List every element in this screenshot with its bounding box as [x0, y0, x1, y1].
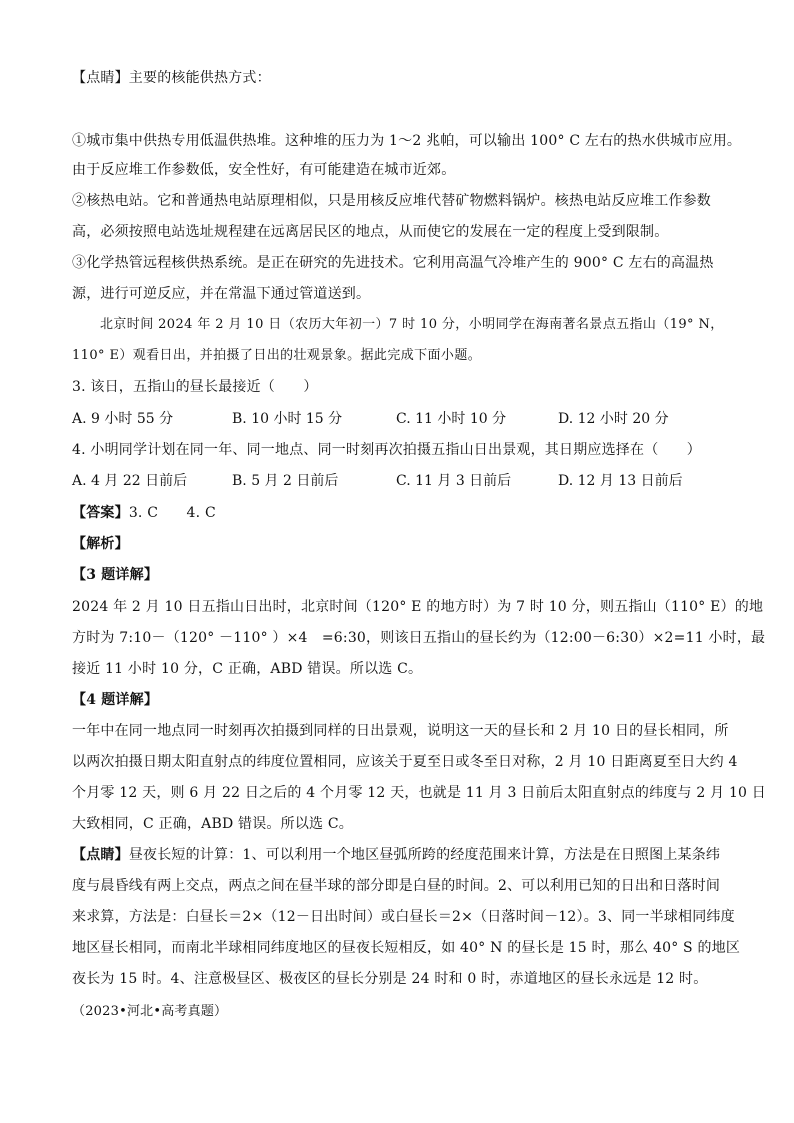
question-3-option-d: D. 12 小时 20 分: [558, 411, 669, 427]
paragraph-3-line-2: 源，进行可逆反应，并在常温下通过管道送到。: [72, 286, 371, 302]
question-3-option-b: B. 10 小时 15 分: [232, 411, 343, 427]
question-4-option-d: D. 12 月 13 日前后: [558, 473, 683, 489]
dianjing-2-line-2: 度与晨昏线有两上交点，两点之间在昼半球的部分即是白昼的时间。2、可以利用已知的日出和日落时间: [72, 878, 721, 894]
question-4-option-a: A. 4 月 22 日前后: [72, 473, 188, 489]
analysis-label: 【解析】: [72, 536, 129, 552]
detail-4-title: 【4 题详解】: [72, 692, 159, 708]
answer-text: 3. C 4. C: [128, 505, 216, 521]
detail-3-line-1: 2024 年 2 月 10 日五指山日出时，北京时间（120° E 的地方时）为 7 时 10 分，则五指山（110° E）的地: [72, 599, 764, 615]
detail-4-line-2: 以两次拍摄日期太阳直射点的纬度位置相同，应该关于夏至日或冬至日对称，2 月 10 日距离夏至日大约 4: [72, 754, 738, 770]
detail-4-line-4: 大致相同，C 正确，ABD 错误。所以选 C。: [72, 816, 353, 832]
question-4-option-b: B. 5 月 2 日前后: [232, 473, 339, 489]
dianjing-title: 【点睛】主要的核能供热方式：: [72, 70, 271, 86]
detail-3-title: 【3 题详解】: [72, 567, 159, 583]
paragraph-3-line-1: ③化学热管远程核供热系统。是正在研究的先进技术。它利用高温气冷堆产生的 900° C 左右的高温热: [72, 255, 714, 271]
dianjing-2-line-1: [72, 845, 732, 865]
paragraph-2-line-1: ②核热电站。它和普通热电站原理相似，只是用核反应堆代替矿物燃料锅炉。核热电站反应堆工作参数: [72, 193, 711, 209]
dianjing-2-line-3: 来求算，方法是：白昼长＝2×（12－日出时间）或白昼长＝2×（日落时间－12）。3、同一半球相同纬度: [72, 909, 735, 925]
dianjing-2-text: 昼夜长短的计算：1、可以利用一个地区昼弧所跨的经度范围来计算，方法是在日照图上某条纬: [128, 847, 721, 863]
detail-3-line-2: 方时为 7:10－（120° －110° ）×4 =6:30，则该日五指山的昼长约为（12:00－6:30）×2=11 小时，最: [72, 630, 766, 646]
material-line-1: 北京时间 2024 年 2 月 10 日（农历大年初一）7 时 10 分，小明同学在海南著名景点五指山（19° N，: [100, 317, 724, 332]
question-4-stem: 4. 小明同学计划在同一年、同一地点、同一时刻再次拍摄五指山日出景观，其日期应选择在（ ）: [72, 442, 702, 458]
question-3-option-c: C. 11 小时 10 分: [396, 411, 507, 427]
answer-line: [72, 503, 732, 523]
dianjing-2-label: 【点睛】: [72, 847, 129, 863]
paragraph-1-line-1: ①城市集中供热专用低温供热堆。这种堆的压力为 1～2 兆帕，可以输出 100° C 左右的热水供城市应用。: [72, 133, 742, 149]
paragraph-1-line-2: 由于反应堆工作参数低，安全性好，有可能建造在城市近郊。: [72, 162, 456, 178]
source-note: （2023•河北•高考真题）: [72, 1004, 228, 1019]
dianjing-2-line-5: 夜长为 15 时。4、注意极昼区、极夜区的昼长分别是 24 时和 0 时，赤道地区的昼长永远是 12 时。: [72, 971, 708, 987]
detail-4-line-1: 一年中在同一地点同一时刻再次拍摄到同样的日出景观，说明这一天的昼长和 2 月 10 日的昼长相同，所: [72, 723, 729, 739]
question-3-stem: 3. 该日，五指山的昼长最接近（ ）: [72, 379, 318, 395]
detail-3-line-3: 接近 11 小时 10 分，C 正确，ABD 错误。所以选 C。: [72, 661, 423, 677]
dianjing-2-line-4: 地区昼长相同，而南北半球相同纬度地区的昼夜长短相反，如 40° N 的昼长是 15 时，那么 40° S 的地区: [72, 940, 741, 956]
paragraph-2-line-2: 高，必须按照电站选址规程建在远离居民区的地点，从而使它的发展在一定的程度上受到限制。: [72, 224, 669, 240]
detail-4-line-3: 个月零 12 天，则 6 月 22 日之后的 4 个月零 12 天，也就是 11 月 3 日前后太阳直射点的纬度与 2 月 10 日: [72, 785, 767, 801]
answer-label: 【答案】: [72, 505, 129, 521]
material-line-2: 110° E）观看日出，并拍摄了日出的壮观景象。据此完成下面小题。: [72, 348, 482, 363]
question-3-option-a: A. 9 小时 55 分: [72, 411, 174, 427]
question-4-option-c: C. 11 月 3 日前后: [396, 473, 512, 489]
